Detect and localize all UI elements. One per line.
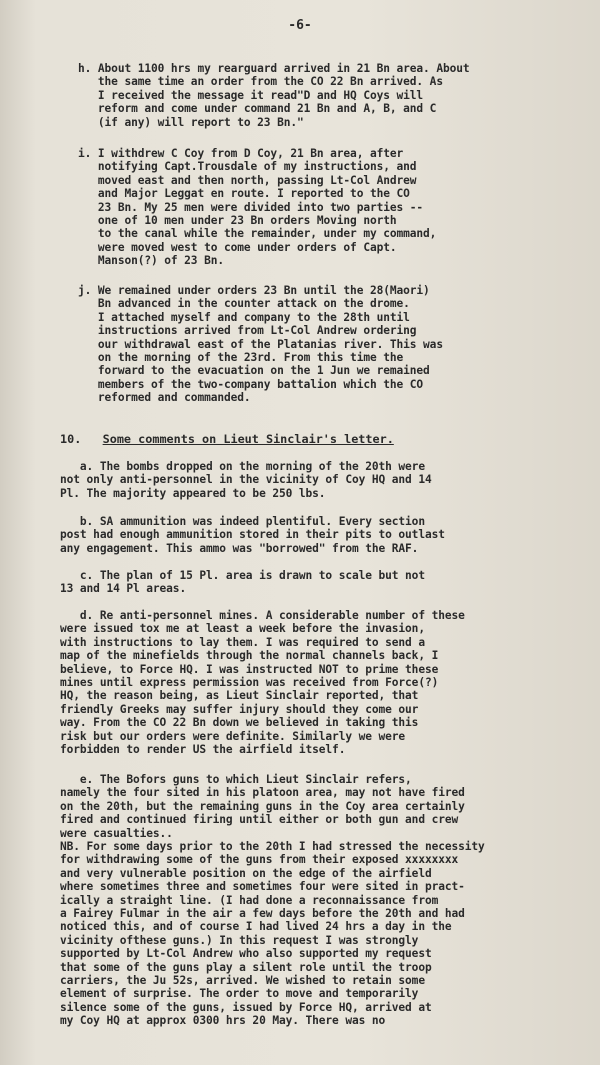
paragraph-j: [78, 284, 443, 405]
text-line: Manson(?) of 23 Bn.: [78, 254, 224, 268]
text-line: with instructions to lay them. I was required to send a: [60, 635, 425, 649]
section-10-heading: [60, 432, 394, 446]
section-title: Some comments on Lieut Sinclair's letter.: [102, 432, 394, 446]
text-line: and Major Leggat en route. I reported to the CO: [78, 187, 410, 201]
text-line: I attached myself and company to the 28th until: [78, 310, 410, 324]
text-line: one of 10 men under 23 Bn orders Moving north: [78, 214, 397, 228]
text-line: b. SA ammunition was indeed plentiful. Every section: [60, 515, 425, 528]
text-line: j. We remained under orders 23 Bn until the 28(Maori): [78, 284, 430, 297]
paragraph-d: [60, 609, 465, 756]
text-line: risk but our orders were definite. Similarly we were: [60, 729, 406, 743]
text-line: namely the four sited in his platoon area, may not have fired: [60, 786, 465, 800]
text-line: fired and continued firing until either or both gun and crew: [60, 813, 459, 827]
text-line: Bn advanced in the counter attack on the drome.: [78, 297, 410, 311]
text-line: noticed this, and of course I had lived 24 hrs a day in the: [60, 920, 452, 934]
text-line: notifying Capt.Trousdale of my instructions, and: [78, 160, 417, 174]
section-number: 10.: [60, 432, 82, 446]
text-line: on the morning of the 23rd. From this time the: [78, 351, 404, 365]
text-line: map of the minefields through the normal channels back, I: [60, 649, 439, 663]
text-line: way. From the CO 22 Bn down we believed in taking this: [60, 716, 419, 730]
text-line: element of surprise. The order to move and temporarily: [60, 987, 419, 1001]
text-line: not only anti-personnel in the vicinity of Coy HQ and 14: [60, 473, 432, 487]
text-line: were moved west to come under orders of Capt.: [78, 240, 397, 254]
text-line: were casualties..: [60, 826, 173, 840]
text-line: my Coy HQ at approx 0300 hrs 20 May. There was no: [60, 1014, 386, 1028]
text-line: members of the two-company battalion which the CO: [78, 377, 424, 391]
text-line: believe, to Force HQ. I was instructed NOT to prime these: [60, 662, 439, 676]
text-line: e. The Bofors guns to which Lieut Sinclair refers,: [60, 773, 412, 786]
text-line: any engagement. This ammo was "borrowed" from the RAF.: [60, 541, 419, 555]
text-line: 13 and 14 Pl areas.: [60, 582, 187, 596]
paragraph-nb: [60, 840, 485, 1028]
text-line: vicinity ofthese guns.) In this request I was strongly: [60, 933, 419, 947]
text-line: post had enough ammunition stored in their pits to outlast: [60, 528, 445, 542]
text-line: for withdrawing some of the guns from their exposed xxxxxxxx: [60, 853, 459, 867]
text-line: c. The plan of 15 Pl. area is drawn to scale but not: [60, 569, 425, 582]
text-line: i. I withdrew C Coy from D Coy, 21 Bn area, after: [78, 147, 404, 160]
text-line: Pl. The majority appeared to be 250 lbs.: [60, 486, 326, 500]
text-line: instructions arrived from Lt-Col Andrew ordering: [78, 324, 417, 338]
paragraph-i: [78, 147, 436, 268]
text-line: I received the message it read"D and HQ Coys will: [78, 88, 424, 102]
text-line: reform and come under command 21 Bn and A, B, and C: [78, 102, 437, 116]
text-line: our withdrawal east of the Platanias river. This was: [78, 337, 443, 351]
text-line: carriers, the Ju 52s, arrived. We wished to retain some: [60, 974, 425, 988]
paragraph-e: [60, 773, 465, 840]
text-line: supported by Lt-Col Andrew who also supported my request: [60, 947, 432, 961]
paragraph-c: [60, 569, 425, 596]
paragraph-a: [60, 460, 432, 500]
text-line: that some of the guns play a silent role until the troop: [60, 960, 432, 974]
text-line: ically a straight line. (I had done a reconnaissance from: [60, 893, 439, 907]
text-line: and very vulnerable position on the edge of the airfield: [60, 866, 432, 880]
text-line: were issued tox me at least a week before the invasion,: [60, 622, 425, 636]
text-line: HQ, the reason being, as Lieut Sinclair reported, that: [60, 689, 419, 703]
paragraph-h: [78, 62, 470, 129]
text-line: a Fairey Fulmar in the air a few days before the 20th and had: [60, 907, 465, 921]
text-line: forward to the evacuation on the 1 Jun we remained: [78, 364, 430, 378]
text-line: moved east and then north, passing Lt-Col Andrew: [78, 173, 417, 187]
text-line: (if any) will report to 23 Bn.": [78, 115, 304, 129]
text-line: reformed and commanded.: [78, 391, 251, 405]
text-line: 23 Bn. My 25 men were divided into two parties --: [78, 200, 424, 214]
text-line: mines until express permission was received from Force(?): [60, 676, 439, 690]
text-line: where sometimes three and sometimes four were sited in pract-: [60, 880, 465, 894]
text-line: h. About 1100 hrs my rearguard arrived in 21 Bn area. About: [78, 62, 470, 75]
text-line: NB. For some days prior to the 20th I had stressed the necessity: [60, 840, 485, 853]
text-line: the same time an order from the CO 22 Bn arrived. As: [78, 75, 443, 89]
text-line: silence some of the guns, issued by Force HQ, arrived at: [60, 1000, 432, 1014]
text-line: on the 20th, but the remaining guns in the Coy area certainly: [60, 799, 465, 813]
text-line: d. Re anti-personnel mines. A considerable number of these: [60, 609, 465, 622]
text-line: forbidden to render US the airfield itself.: [60, 743, 346, 757]
paragraph-b: [60, 515, 445, 555]
text-line: a. The bombs dropped on the morning of the 20th were: [60, 460, 425, 473]
page-number: -6-: [288, 18, 312, 33]
text-line: friendly Greeks may suffer injury should they come our: [60, 702, 419, 716]
text-line: to the canal while the remainder, under my command,: [78, 227, 437, 241]
